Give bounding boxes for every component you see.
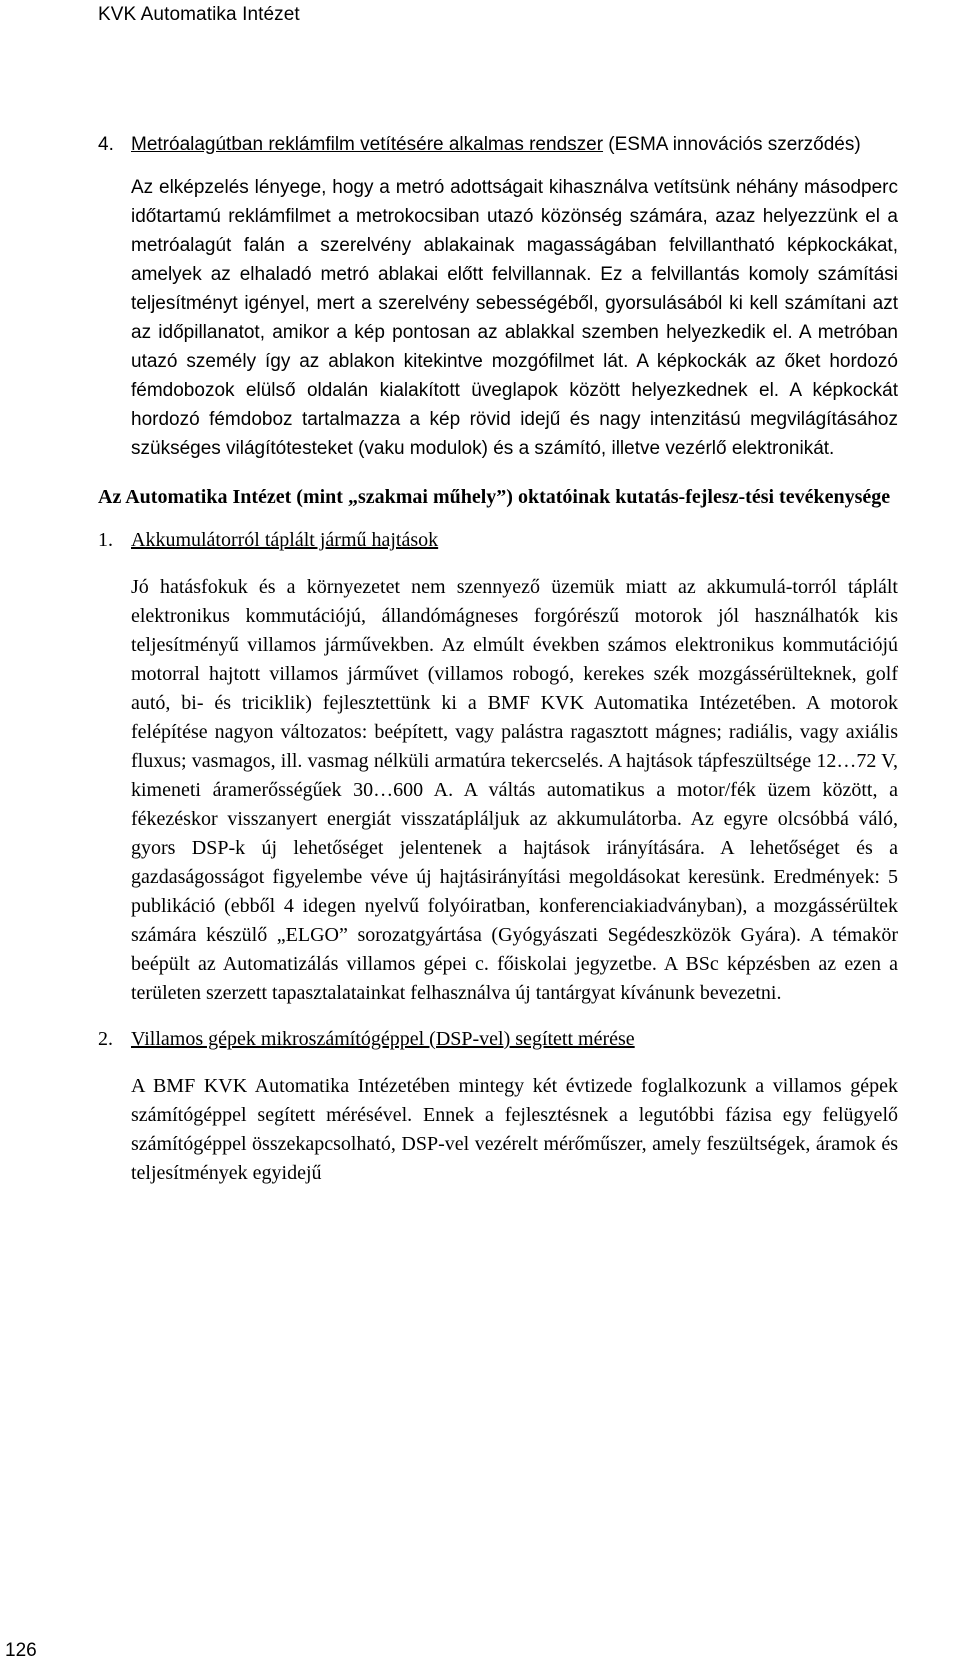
list-item-2 (98, 1025, 898, 1188)
page-number: 126 (5, 1640, 37, 1661)
item-1-number: 1. (98, 529, 113, 551)
item-4-body: Az elképzelés lényege, hogy a metró adottságait kihasználva vetítsünk néhány másodperc időtartamú reklámfilmet a metrokocsiban utazó közönség számára, azaz helyezzünk el a metróalagút falán a szerelvény ablakainak magasságában felvillantható képkockákat, amelyek az elhaladó metró ablakai előtt felvillannak. Ez a felvillantás komoly számítási teljesítményt igényel, mert a szerelvény sebességéből, gyorsulásából ki kell számítani azt az időpillanatot, amikor a kép pontosan az ablakkal szemben helyezkedik el. A metróban utazó személy így az ablakon kitekintve mozgófilmet lát. A képkockák az őket hordozó fémdobozok elülső oldalán kialakított üveglapok között helyezkednek el. A képkockát hordozó fémdoboz tartalmazza a kép rövid idejű és nagy intenzitású megvilágításához szükséges világítótesteket (vaku modulok) és a számító, illetve vezérlő elektronikát. (131, 177, 898, 459)
item-4-number: 4. (98, 134, 114, 155)
item-4-title-underlined: Metróalagútban reklámfilm vetítésére alkalmas rendszer (131, 134, 604, 155)
running-header: KVK Automatika Intézet (98, 4, 300, 25)
item-2-heading (98, 1025, 898, 1054)
item-2-body: A BMF KVK Automatika Intézetében mintegy két évtizede foglalkozunk a villamos gépek számítógéppel segített mérésével. Ennek a fejlesztésnek a legutóbbi fázisa egy felügyelő számítógéppel összekapcsolható, DSP-vel vezérelt mérőműszer, amely feszültségek, áramok és teljesítmények egyidejű (131, 1075, 898, 1184)
item-4-title (131, 130, 898, 159)
item-2-number: 2. (98, 1028, 113, 1050)
item-2-title: Villamos gépek mikroszámítógéppel (DSP-vel) segített mérése (131, 1028, 635, 1050)
list-item-1 (98, 526, 898, 1008)
item-1-title: Akkumulátorról táplált jármű hajtások (131, 529, 439, 551)
page-content (98, 130, 898, 1188)
item-4-heading (98, 130, 898, 159)
list-item-4 (98, 130, 898, 463)
item-1-heading (98, 526, 898, 555)
section-heading: Az Automatika Intézet (mint „szakmai műhely”) oktatóinak kutatás-fejlesz-tési tevékenysége (98, 486, 891, 508)
item-4-title-rest: (ESMA innovációs szerződés) (603, 134, 861, 155)
item-1-body: Jó hatásfokuk és a környezetet nem szennyező üzemük miatt az akkumulá-torról táplált elektronikus kommutációjú, állandómágneses forgórészű motorok jól használhatók kis teljesítményű villamos járművekben. Az elmúlt években számos elektronikus kommutációjú motorral hajtott villamos járművet (villamos robogó, kerekes szék mozgássérülteknek, golf autó, bi- és triciklik) fejlesztettünk ki a BMF KVK Automatika Intézetében. A motorok felépítése nagyon változatos: beépített, vagy palástra ragasztott mágnes; radiális, vagy axiális fluxus; vasmagos, ill. vasmag nélküli armatúra tekercselés. A hajtások tápfeszültsége 12…72 V, kimeneti áramerősségűek 30…600 A. A váltás automatikus a motor/fék üzem között, a fékezéskor visszanyert energiát visszatápláljuk az akkumulátorba. Az egyre olcsóbbá váló, gyors DSP-k új lehetőséget jelentenek a hajtások irányítására. A lehetőséget és a gazdaságosságot figyelembe véve új hajtásirányítási megoldásokat keresünk. Eredmények: 5 publikáció (ebből 4 idegen nyelvű folyóiratban, konferenciakiadványban), a mozgássérültek számára készülő „ELGO” sorozatgyártása (Gyógyászati Segédeszközök Gyára). A témakör beépült az Automatizálás villamos gépei c. főiskolai jegyzetbe. A BSc képzésben az ezen a területen szerzett tapasztalatainkat felhasználva új tantárgyat kívánunk bevezetni. (131, 576, 898, 1004)
